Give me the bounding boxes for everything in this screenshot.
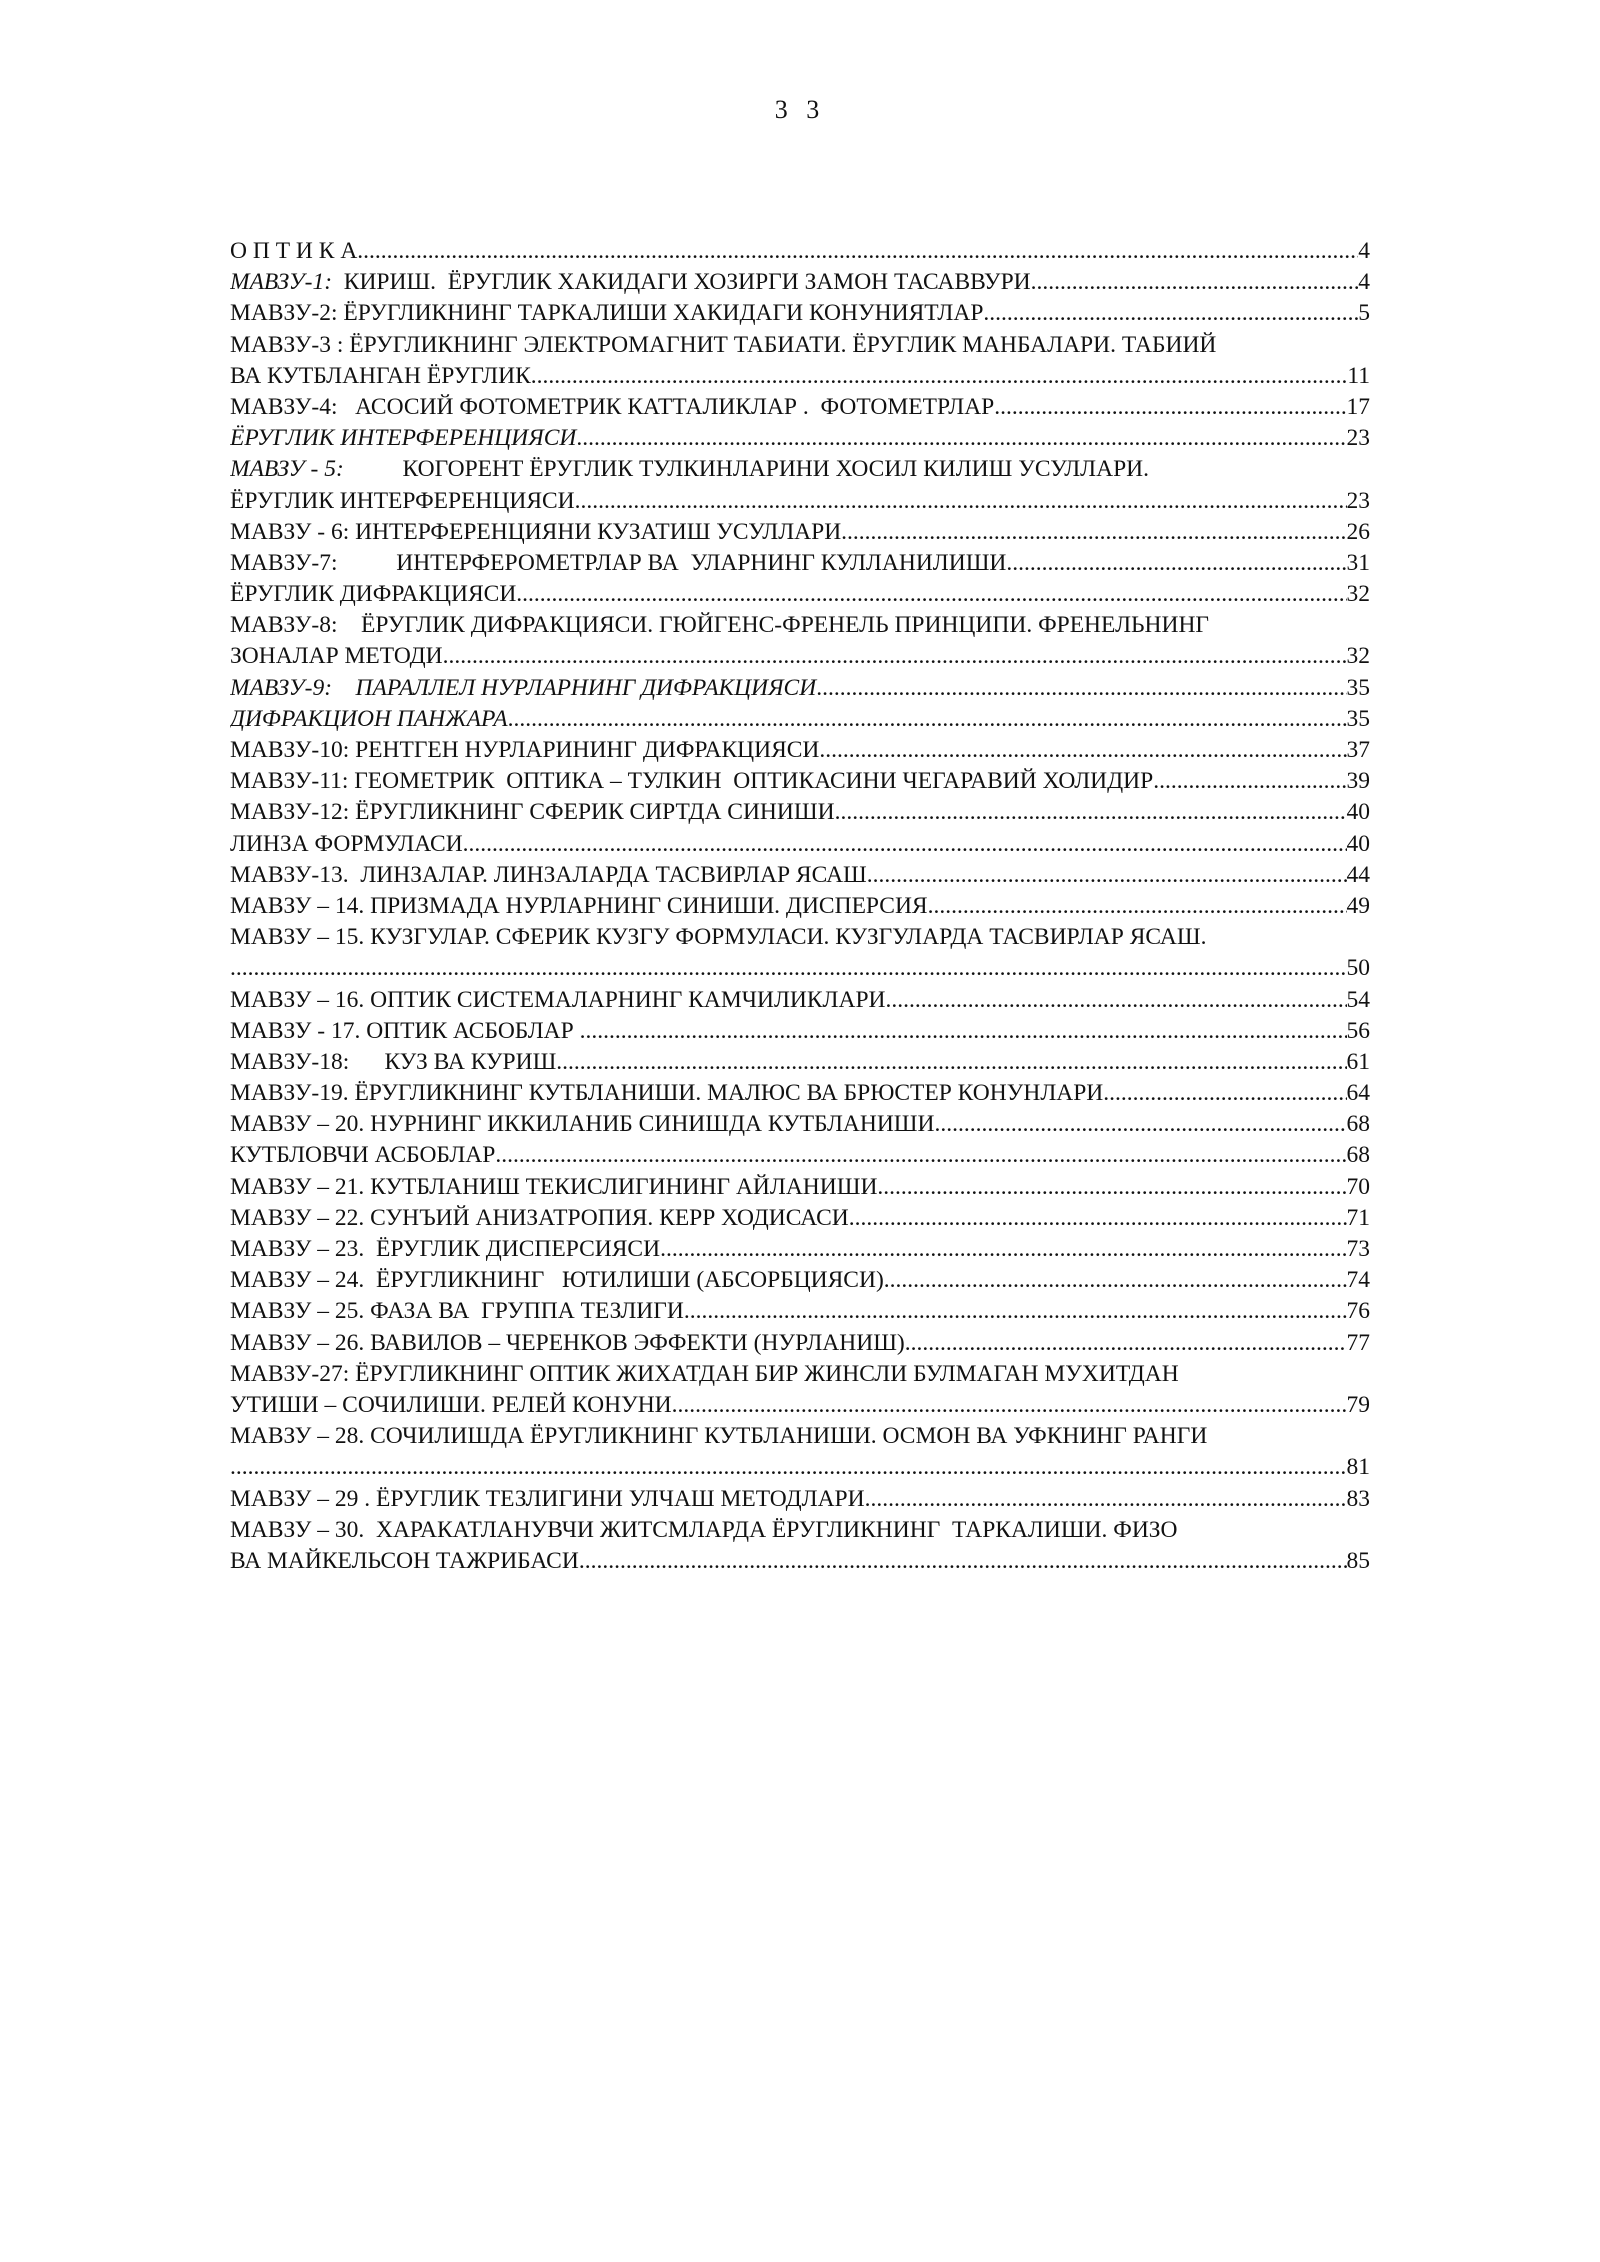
toc-title-part: УТИШИ – СОЧИЛИШИ. РЕЛЕЙ КОНУНИ bbox=[230, 1391, 672, 1418]
toc-title-part: МАВЗУ-8: ЁРУГЛИК ДИФРАКЦИЯСИ. ГЮЙГЕНС-ФРЕНЕЛЬ ПРИНЦИПИ. ФРЕНЕЛЬНИНГ bbox=[230, 612, 1210, 639]
toc-entry-title bbox=[230, 1421, 1207, 1452]
toc-entry[interactable] bbox=[230, 860, 1370, 891]
toc-dot-leader bbox=[357, 236, 1358, 267]
toc-page-number: 73 bbox=[1346, 1236, 1370, 1262]
toc-dot-leader bbox=[1103, 1078, 1346, 1109]
toc-entry-line[interactable] bbox=[230, 1421, 1370, 1452]
toc-entry[interactable] bbox=[230, 1296, 1370, 1327]
toc-title-part: МАВЗУ-7: ИНТЕРФЕРОМЕТРЛАР ВА УЛАРНИНГ КУЛЛАНИЛИШИ bbox=[230, 549, 1007, 576]
toc-title-part: МАВЗУ-2: ЁРУГЛИКНИНГ ТАРКАЛИШИ ХАКИДАГИ КОНУНИЯТЛАР bbox=[230, 300, 984, 327]
toc-title-part: МАВЗУ-9: ПАРАЛЛЕЛ НУРЛАРНИНГ ДИФРАКЦИЯСИ bbox=[230, 674, 817, 701]
toc-entry[interactable] bbox=[230, 361, 1370, 392]
toc-title-part: МАВЗУ – 20. НУРНИНГ ИККИЛАНИБ СИНИШДА КУТБЛАНИШИ bbox=[230, 1111, 935, 1138]
toc-page-number: 35 bbox=[1346, 705, 1370, 732]
toc-entry-title bbox=[230, 1016, 580, 1047]
toc-title-part: МАВЗУ – 14. ПРИЗМАДА НУРЛАРНИНГ СИНИШИ. ДИСПЕРСИЯ bbox=[230, 892, 928, 919]
toc-page-number: 49 bbox=[1346, 892, 1370, 919]
toc-entry-title bbox=[230, 1140, 495, 1171]
toc-entry-title bbox=[230, 673, 816, 704]
toc-entry-title bbox=[230, 829, 463, 860]
toc-entry-title bbox=[230, 704, 508, 735]
toc-entry[interactable] bbox=[230, 1452, 1370, 1483]
toc-title-part: МАВЗУ - 6: ИНТЕРФЕРЕНЦИЯНИ КУЗАТИШ УСУЛЛАРИ bbox=[230, 518, 842, 545]
toc-title-part: ДИФРАКЦИОН ПАНЖАРА bbox=[230, 705, 508, 732]
toc-page-number: 32 bbox=[1346, 581, 1370, 608]
toc-dot-leader bbox=[983, 298, 1358, 329]
toc-page-number: 5 bbox=[1358, 300, 1370, 327]
toc-page-number: 40 bbox=[1346, 799, 1370, 826]
toc-page-number: 11 bbox=[1347, 362, 1370, 389]
toc-entry-title bbox=[230, 454, 1149, 485]
toc-entry-line[interactable] bbox=[230, 454, 1370, 485]
toc-dot-leader bbox=[934, 1109, 1346, 1140]
toc-entry[interactable] bbox=[230, 1078, 1370, 1109]
toc-dot-leader bbox=[576, 423, 1346, 454]
toc-dot-leader bbox=[508, 704, 1347, 735]
toc-entry-title bbox=[230, 548, 1006, 579]
toc-dot-leader bbox=[516, 579, 1346, 610]
toc-entry-line[interactable] bbox=[230, 1359, 1370, 1390]
toc-title-part: КИРИШ. ЁРУГЛИК ХАКИДАГИ ХОЗИРГИ ЗАМОН ТАСАВВУРИ bbox=[332, 269, 1031, 296]
toc-title-part: МАВЗУ – 16. ОПТИК СИСТЕМАЛАРНИНГ КАМЧИЛИКЛАРИ bbox=[230, 986, 886, 1013]
toc-entry-title bbox=[230, 1296, 684, 1327]
toc-entry-title bbox=[230, 1328, 905, 1359]
toc-entry-title bbox=[230, 1109, 934, 1140]
toc-entry-title bbox=[230, 1484, 865, 1515]
toc-dot-leader bbox=[865, 1484, 1347, 1515]
toc-entry-title bbox=[230, 298, 983, 329]
toc-entry[interactable] bbox=[230, 985, 1370, 1016]
toc-dot-leader bbox=[835, 797, 1347, 828]
toc-entry-title bbox=[230, 1515, 1178, 1546]
toc-entry-line[interactable] bbox=[230, 330, 1370, 361]
toc-page-number: 70 bbox=[1346, 1173, 1370, 1200]
toc-dot-leader bbox=[884, 1265, 1347, 1296]
toc-page-number: 64 bbox=[1346, 1080, 1370, 1107]
toc-title-part: МАВЗУ – 25. ФАЗА ВА ГРУППА ТЕЗЛИГИ bbox=[230, 1298, 684, 1325]
toc-title-part: МАВЗУ – 21. КУТБЛАНИШ ТЕКИСЛИГИНИНГ АЙЛАНИШИ bbox=[230, 1173, 878, 1200]
toc-entry-title bbox=[230, 1265, 884, 1296]
toc-dot-leader bbox=[1031, 267, 1359, 298]
toc-entry-line[interactable] bbox=[230, 610, 1370, 641]
toc-page-number: 54 bbox=[1346, 986, 1370, 1013]
toc-title-part: МАВЗУ – 29 . ЁРУГЛИК ТЕЗЛИГИНИ УЛЧАШ МЕТОДЛАРИ bbox=[230, 1485, 865, 1512]
toc-entry[interactable] bbox=[230, 735, 1370, 766]
toc-title-part: МАВЗУ-13. ЛИНЗАЛАР. ЛИНЗАЛАРДА ТАСВИРЛАР ЯСАШ bbox=[230, 861, 867, 888]
toc-entry-line[interactable] bbox=[230, 1515, 1370, 1546]
toc-page-number: 39 bbox=[1346, 768, 1370, 795]
toc-entry[interactable] bbox=[230, 1203, 1370, 1234]
toc-title-part: ЁРУГЛИК ДИФРАКЦИЯСИ bbox=[230, 581, 517, 608]
toc-dot-leader bbox=[1153, 766, 1346, 797]
toc-page-number: 85 bbox=[1346, 1547, 1370, 1574]
toc-entry-title bbox=[230, 267, 1031, 298]
toc-title-part: МАВЗУ-11: ГЕОМЕТРИК ОПТИКА – ТУЛКИН ОПТИКАСИНИ ЧЕГАРАВИЙ ХОЛИДИР bbox=[230, 768, 1154, 795]
toc-entry-title bbox=[230, 1359, 1179, 1390]
toc-title-part: ВА МАЙКЕЛЬСОН ТАЖРИБАСИ bbox=[230, 1547, 579, 1574]
toc-dot-leader bbox=[928, 891, 1347, 922]
toc-entry-line[interactable] bbox=[230, 922, 1370, 953]
toc-page-number: 74 bbox=[1346, 1267, 1370, 1294]
toc-dot-leader bbox=[575, 486, 1347, 517]
toc-entry-title bbox=[230, 1390, 672, 1421]
toc-entry[interactable] bbox=[230, 267, 1370, 298]
toc-dot-leader bbox=[556, 1047, 1346, 1078]
toc-entry[interactable] bbox=[230, 423, 1370, 454]
toc-page-number: 40 bbox=[1346, 830, 1370, 857]
toc-entry[interactable] bbox=[230, 829, 1370, 860]
toc-dot-leader bbox=[905, 1328, 1347, 1359]
toc-entry-title bbox=[230, 797, 835, 828]
toc-entry[interactable] bbox=[230, 1265, 1370, 1296]
toc-title-part: МАВЗУ – 30. ХАРАКАТЛАНУВЧИ ЖИТСМЛАРДА ЁРУГЛИКНИНГ ТАРКАЛИШИ. ФИЗО bbox=[230, 1516, 1178, 1543]
toc-title-part: ЁРУГЛИК ИНТЕРФЕРЕНЦИЯСИ bbox=[230, 487, 575, 514]
toc-title-part: ЗОНАЛАР МЕТОДИ bbox=[230, 643, 443, 670]
toc-title-part: МАВЗУ-18: КУЗ ВА КУРИШ bbox=[230, 1048, 557, 1075]
toc-entry[interactable] bbox=[230, 1390, 1370, 1421]
toc-entry-title bbox=[230, 361, 531, 392]
toc-entry-title bbox=[230, 579, 516, 610]
toc-page-number: 50 bbox=[1346, 955, 1370, 982]
toc-entry[interactable] bbox=[230, 797, 1370, 828]
toc-dot-leader bbox=[230, 1452, 1347, 1483]
toc-page-number: 23 bbox=[1346, 487, 1370, 514]
toc-entry-title bbox=[230, 641, 443, 672]
toc-dot-leader bbox=[867, 860, 1347, 891]
toc-entry[interactable] bbox=[230, 1047, 1370, 1078]
toc-page-number: 68 bbox=[1346, 1111, 1370, 1138]
toc-entry-title bbox=[230, 392, 994, 423]
toc-page-number: 35 bbox=[1346, 674, 1370, 701]
toc-dot-leader bbox=[684, 1296, 1347, 1327]
toc-page-number: 17 bbox=[1346, 393, 1370, 420]
toc-entry-title bbox=[230, 423, 576, 454]
toc-dot-leader bbox=[886, 985, 1347, 1016]
toc-title-part: КУТБЛОВЧИ АСБОБЛАР bbox=[230, 1142, 496, 1169]
toc-title-part: О П Т И К А bbox=[230, 238, 358, 264]
toc-entry[interactable] bbox=[230, 641, 1370, 672]
toc-entry-title bbox=[230, 486, 575, 517]
toc-entry[interactable] bbox=[230, 766, 1370, 797]
toc-dot-leader bbox=[580, 1016, 1347, 1047]
toc-title-part: МАВЗУ – 26. ВАВИЛОВ – ЧЕРЕНКОВ ЭФФЕКТИ (НУРЛАНИШ) bbox=[230, 1329, 905, 1356]
toc-entry[interactable] bbox=[230, 1328, 1370, 1359]
toc-entry-title bbox=[230, 1172, 877, 1203]
toc-entry-title bbox=[230, 891, 928, 922]
toc-dot-leader bbox=[841, 517, 1346, 548]
toc-page-number: 71 bbox=[1346, 1204, 1370, 1231]
toc-page-number: 31 bbox=[1346, 549, 1370, 576]
toc-title-part: ВА КУТБЛАНГАН ЁРУГЛИК bbox=[230, 362, 531, 389]
toc-page-number: 83 bbox=[1346, 1485, 1370, 1512]
toc-entry-title bbox=[230, 735, 819, 766]
toc-entry-title bbox=[230, 1234, 660, 1265]
toc-title-part: МАВЗУ – 24. ЁРУГЛИКНИНГ ЮТИЛИШИ (АБСОРБЦИЯСИ) bbox=[230, 1267, 884, 1294]
toc-entry[interactable] bbox=[230, 236, 1370, 267]
toc-dot-leader bbox=[579, 1546, 1347, 1577]
toc-entry[interactable] bbox=[230, 1109, 1370, 1140]
toc-entry-title bbox=[230, 922, 1206, 953]
toc-entry-title bbox=[230, 1078, 1103, 1109]
toc-title-part: МАВЗУ-4: АСОСИЙ ФОТОМЕТРИК КАТТАЛИКЛАР . ФОТОМЕТРЛАР bbox=[230, 393, 995, 420]
toc-entry-title bbox=[230, 610, 1209, 641]
toc-dot-leader bbox=[819, 735, 1346, 766]
toc-dot-leader bbox=[443, 641, 1347, 672]
toc-entry[interactable] bbox=[230, 1546, 1370, 1577]
toc-page-number: 81 bbox=[1346, 1454, 1370, 1481]
toc-title-part: МАВЗУ – 22. СУНЪИЙ АНИЗАТРОПИЯ. КЕРР ХОДИСАСИ bbox=[230, 1204, 849, 1231]
toc-page-number: 23 bbox=[1346, 425, 1370, 452]
toc-entry[interactable] bbox=[230, 392, 1370, 423]
table-of-contents bbox=[230, 236, 1370, 1577]
toc-entry[interactable] bbox=[230, 579, 1370, 610]
toc-title-part: МАВЗУ-3 : ЁРУГЛИКНИНГ ЭЛЕКТРОМАГНИТ ТАБИАТИ. ЁРУГЛИК МАНБАЛАРИ. ТАБИИЙ bbox=[230, 331, 1217, 358]
toc-dot-leader bbox=[849, 1203, 1347, 1234]
toc-page-number: 4 bbox=[1358, 269, 1370, 296]
toc-entry[interactable] bbox=[230, 1484, 1370, 1515]
toc-title-part: МАВЗУ-19. ЁРУГЛИКНИНГ КУТБЛАНИШИ. МАЛЮС ВА БРЮСТЕР КОНУНЛАРИ bbox=[230, 1080, 1104, 1107]
toc-entry-title bbox=[230, 766, 1153, 797]
toc-title-part: МАВЗУ-10: РЕНТГЕН НУРЛАРИНИНГ ДИФРАКЦИЯСИ bbox=[230, 737, 820, 763]
toc-page-number: 68 bbox=[1346, 1142, 1370, 1169]
toc-title-part: МАВЗУ – 23. ЁРУГЛИК ДИСПЕРСИЯСИ bbox=[230, 1236, 661, 1262]
toc-entry[interactable] bbox=[230, 1140, 1370, 1171]
toc-title-part: ЛИНЗА ФОРМУЛАСИ bbox=[230, 830, 463, 857]
toc-dot-leader bbox=[531, 361, 1348, 392]
toc-title-part: МАВЗУ – 28. СОЧИЛИШДА ЁРУГЛИКНИНГ КУТБЛАНИШИ. ОСМОН ВА УФКНИНГ РАНГИ bbox=[230, 1423, 1208, 1450]
toc-title-part: МАВЗУ – 15. КУЗГУЛАР. СФЕРИК КУЗГУ ФОРМУЛАСИ. КУЗГУЛАРДА ТАСВИРЛАР ЯСАШ. bbox=[230, 924, 1207, 951]
toc-title-part: МАВЗУ - 17. ОПТИК АСБОБЛАР bbox=[230, 1017, 580, 1044]
toc-entry-title bbox=[230, 330, 1216, 361]
toc-dot-leader bbox=[816, 673, 1346, 704]
toc-title-part: МАВЗУ - 5: bbox=[230, 456, 344, 483]
toc-page-number: 4 bbox=[1358, 238, 1370, 264]
toc-title-part: МАВЗУ-27: ЁРУГЛИКНИНГ ОПТИК ЖИХАТДАН БИР ЖИНСЛИ БУЛМАГАН МУХИТДАН bbox=[230, 1360, 1179, 1387]
toc-page-number: 77 bbox=[1346, 1329, 1370, 1356]
toc-title-part: ЁРУГЛИК ИНТЕРФЕРЕНЦИЯСИ bbox=[230, 425, 577, 452]
toc-entry[interactable] bbox=[230, 298, 1370, 329]
toc-entry[interactable] bbox=[230, 704, 1370, 735]
toc-page-number: 76 bbox=[1346, 1298, 1370, 1325]
toc-page-number: 79 bbox=[1346, 1391, 1370, 1418]
toc-entry-title bbox=[230, 517, 841, 548]
toc-dot-leader bbox=[994, 392, 1346, 423]
toc-entry-title bbox=[230, 985, 886, 1016]
page-header-marker: 3 3 bbox=[774, 95, 826, 124]
toc-entry-title bbox=[230, 236, 357, 267]
toc-page-number: 26 bbox=[1346, 518, 1370, 545]
toc-page-number: 32 bbox=[1346, 643, 1370, 670]
toc-page-number: 37 bbox=[1346, 737, 1370, 763]
toc-entry[interactable] bbox=[230, 486, 1370, 517]
toc-entry[interactable] bbox=[230, 891, 1370, 922]
toc-entry-title bbox=[230, 1047, 556, 1078]
toc-entry[interactable] bbox=[230, 673, 1370, 704]
toc-page-number: 56 bbox=[1346, 1017, 1370, 1044]
toc-dot-leader bbox=[660, 1234, 1346, 1265]
toc-dot-leader bbox=[463, 829, 1347, 860]
toc-title-part: КОГОРЕНТ ЁРУГЛИК ТУЛКИНЛАРИНИ ХОСИЛ КИЛИШ УСУЛЛАРИ. bbox=[343, 456, 1149, 483]
toc-entry[interactable] bbox=[230, 548, 1370, 579]
toc-dot-leader bbox=[672, 1390, 1347, 1421]
toc-entry[interactable] bbox=[230, 517, 1370, 548]
toc-dot-leader bbox=[877, 1172, 1346, 1203]
toc-page-number: 61 bbox=[1346, 1048, 1370, 1075]
toc-entry-title bbox=[230, 860, 867, 891]
toc-page-number: 44 bbox=[1346, 861, 1370, 888]
toc-entry-title bbox=[230, 1203, 849, 1234]
toc-entry[interactable] bbox=[230, 1016, 1370, 1047]
toc-dot-leader bbox=[495, 1140, 1346, 1171]
toc-entry[interactable] bbox=[230, 953, 1370, 984]
toc-title-part: МАВЗУ-12: ЁРУГЛИКНИНГ СФЕРИК СИРТДА СИНИШИ bbox=[230, 799, 835, 826]
toc-title-part: МАВЗУ-1: bbox=[230, 269, 333, 296]
toc-entry[interactable] bbox=[230, 1172, 1370, 1203]
toc-dot-leader bbox=[230, 953, 1347, 984]
toc-entry[interactable] bbox=[230, 1234, 1370, 1265]
toc-entry-title bbox=[230, 1546, 579, 1577]
toc-dot-leader bbox=[1006, 548, 1346, 579]
